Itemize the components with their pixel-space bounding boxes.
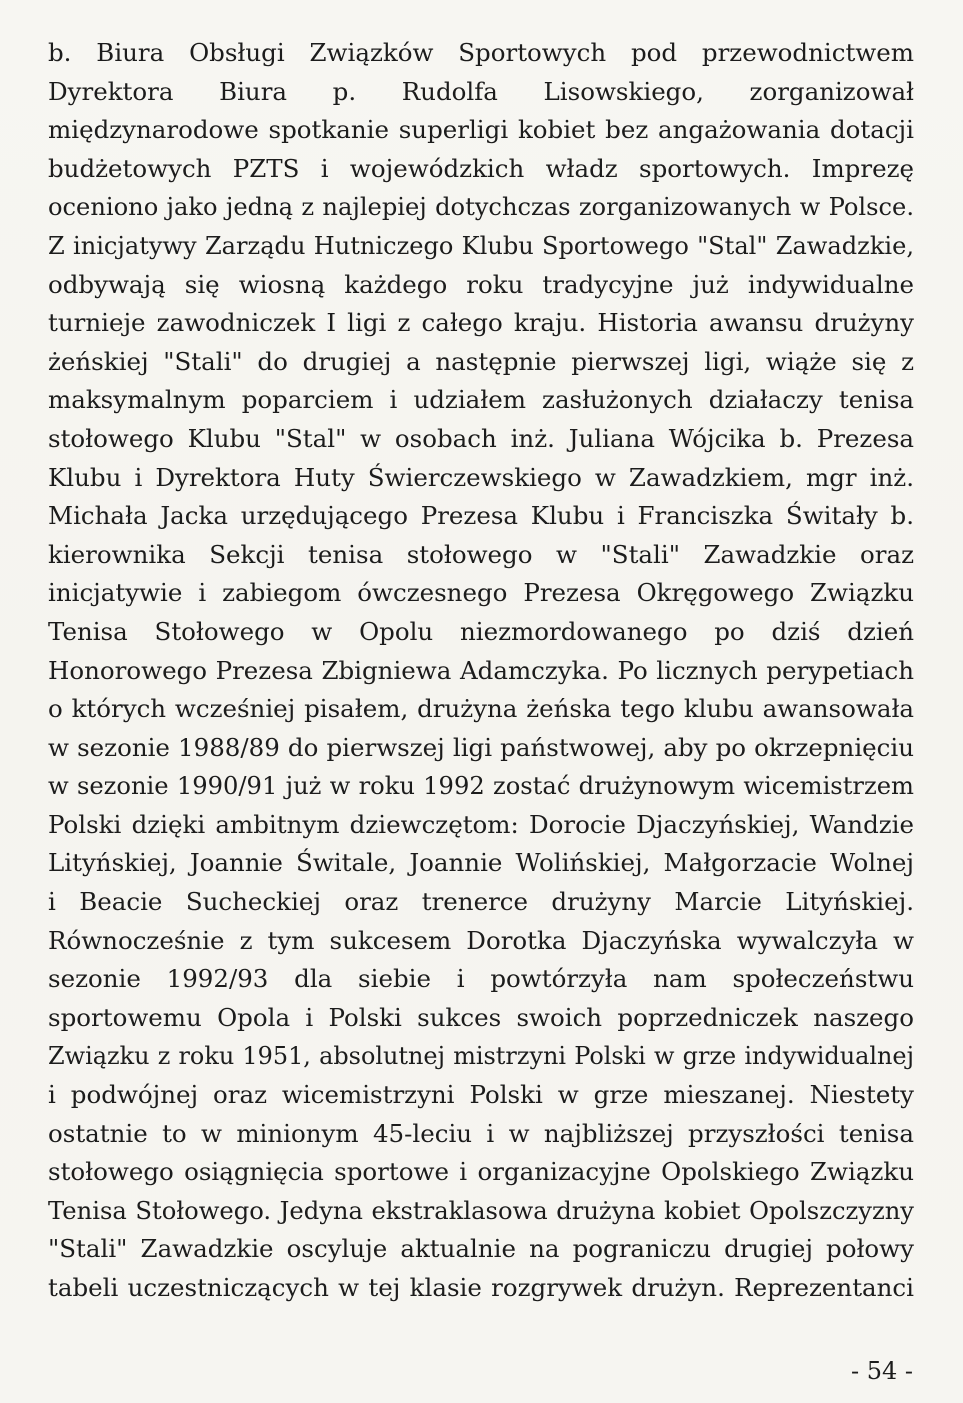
text-line: Lityńskiej, Joannie Świtale, Joannie Wolińskiej, Małgorzacie Wolnej <box>48 848 914 878</box>
text-line: Michała Jacka urzędującego Prezesa Klubu i Franciszka Świtały b. <box>48 501 914 531</box>
text-line: turnieje zawodniczek I ligi z całego kraju. Historia awansu drużyny <box>48 308 914 338</box>
text-line: Dyrektora Biura p. Rudolfa Lisowskiego, zorganizował <box>48 76 914 106</box>
text-line: Polski dzięki ambitnym dziewczętom: Dorocie Djaczyńskiej, Wandzie <box>48 809 914 839</box>
text-line: sportowemu Opola i Polski sukces swoich poprzedniczek naszego <box>48 1002 914 1032</box>
text-line: w sezonie 1990/91 już w roku 1992 zostać drużynowym wicemistrzem <box>48 772 914 801</box>
text-line: maksymalnym poparciem i udziałem zasłużonych działaczy tenisa <box>48 385 914 415</box>
text-line: b. Biura Obsługi Związków Sportowych pod przewodnictwem <box>48 38 914 67</box>
text-line: i podwójnej oraz wicemistrzyni Polski w grze mieszanej. Niestety <box>48 1080 914 1110</box>
text-line: "Stali" Zawadzkie oscyluje aktualnie na pograniczu drugiej połowy <box>48 1234 914 1264</box>
body-text <box>48 34 914 1308</box>
text-line: inicjatywie i zabiegom ówczesnego Prezesa Okręgowego Związku <box>48 578 914 608</box>
text-line: Związku z roku 1951, absolutnej mistrzyni Polski w grze indywidualnej <box>48 1042 914 1071</box>
text-line: stołowego Klubu "Stal" w osobach inż. Juliana Wójcika b. Prezesa <box>48 423 914 453</box>
text-line: Tenisa Stołowego. Jedyna ekstraklasowa drużyna kobiet Opolszczyzny <box>48 1196 914 1225</box>
text-line: Honorowego Prezesa Zbigniewa Adamczyka. Po licznych perypetiach <box>48 655 914 685</box>
text-line: kierownika Sekcji tenisa stołowego w "Stali" Zawadzkie oraz <box>48 539 914 569</box>
text-line: w sezonie 1988/89 do pierwszej ligi państwowej, aby po okrzepnięciu <box>48 732 914 762</box>
text-line: Z inicjatywy Zarządu Hutniczego Klubu Sportowego "Stal" Zawadzkie, <box>48 231 914 260</box>
text-line: oceniono jako jedną z najlepiej dotychczas zorganizowanych w Polsce. <box>48 193 914 222</box>
text-line: sezonie 1992/93 dla siebie i powtórzyła nam społeczeństwu <box>48 964 914 994</box>
text-line: i Beacie Sucheckiej oraz trenerce drużyny Marcie Lityńskiej. <box>48 887 914 917</box>
text-line: odbywają się wiosną każdego roku tradycyjne już indywidualne <box>48 269 914 299</box>
text-line: o których wcześniej pisałem, drużyna żeńska tego klubu awansowała <box>48 694 914 724</box>
text-line: tabeli uczestniczących w tej klasie rozgrywek drużyn. Reprezentanci <box>48 1273 914 1302</box>
page-number: - 54 - <box>850 1357 913 1385</box>
text-line: żeńskiej "Stali" do drugiej a następnie pierwszej ligi, wiąże się z <box>48 346 914 376</box>
text-line: międzynarodowe spotkanie superligi kobiet bez angażowania dotacji <box>48 115 914 145</box>
text-line: budżetowych PZTS i wojewódzkich władz sportowych. Imprezę <box>48 153 914 183</box>
text-line: Klubu i Dyrektora Huty Świerczewskiego w Zawadzkiem, mgr inż. <box>48 462 914 492</box>
text-line: Tenisa Stołowego w Opolu niezmordowanego po dziś dzień <box>48 616 914 646</box>
text-line: Równocześnie z tym sukcesem Dorotka Djaczyńska wywalczyła w <box>48 925 914 955</box>
text-line: stołowego osiągnięcia sportowe i organizacyjne Opolskiego Związku <box>48 1157 914 1187</box>
text-line: ostatnie to w minionym 45-leciu i w najbliższej przyszłości tenisa <box>48 1118 914 1148</box>
